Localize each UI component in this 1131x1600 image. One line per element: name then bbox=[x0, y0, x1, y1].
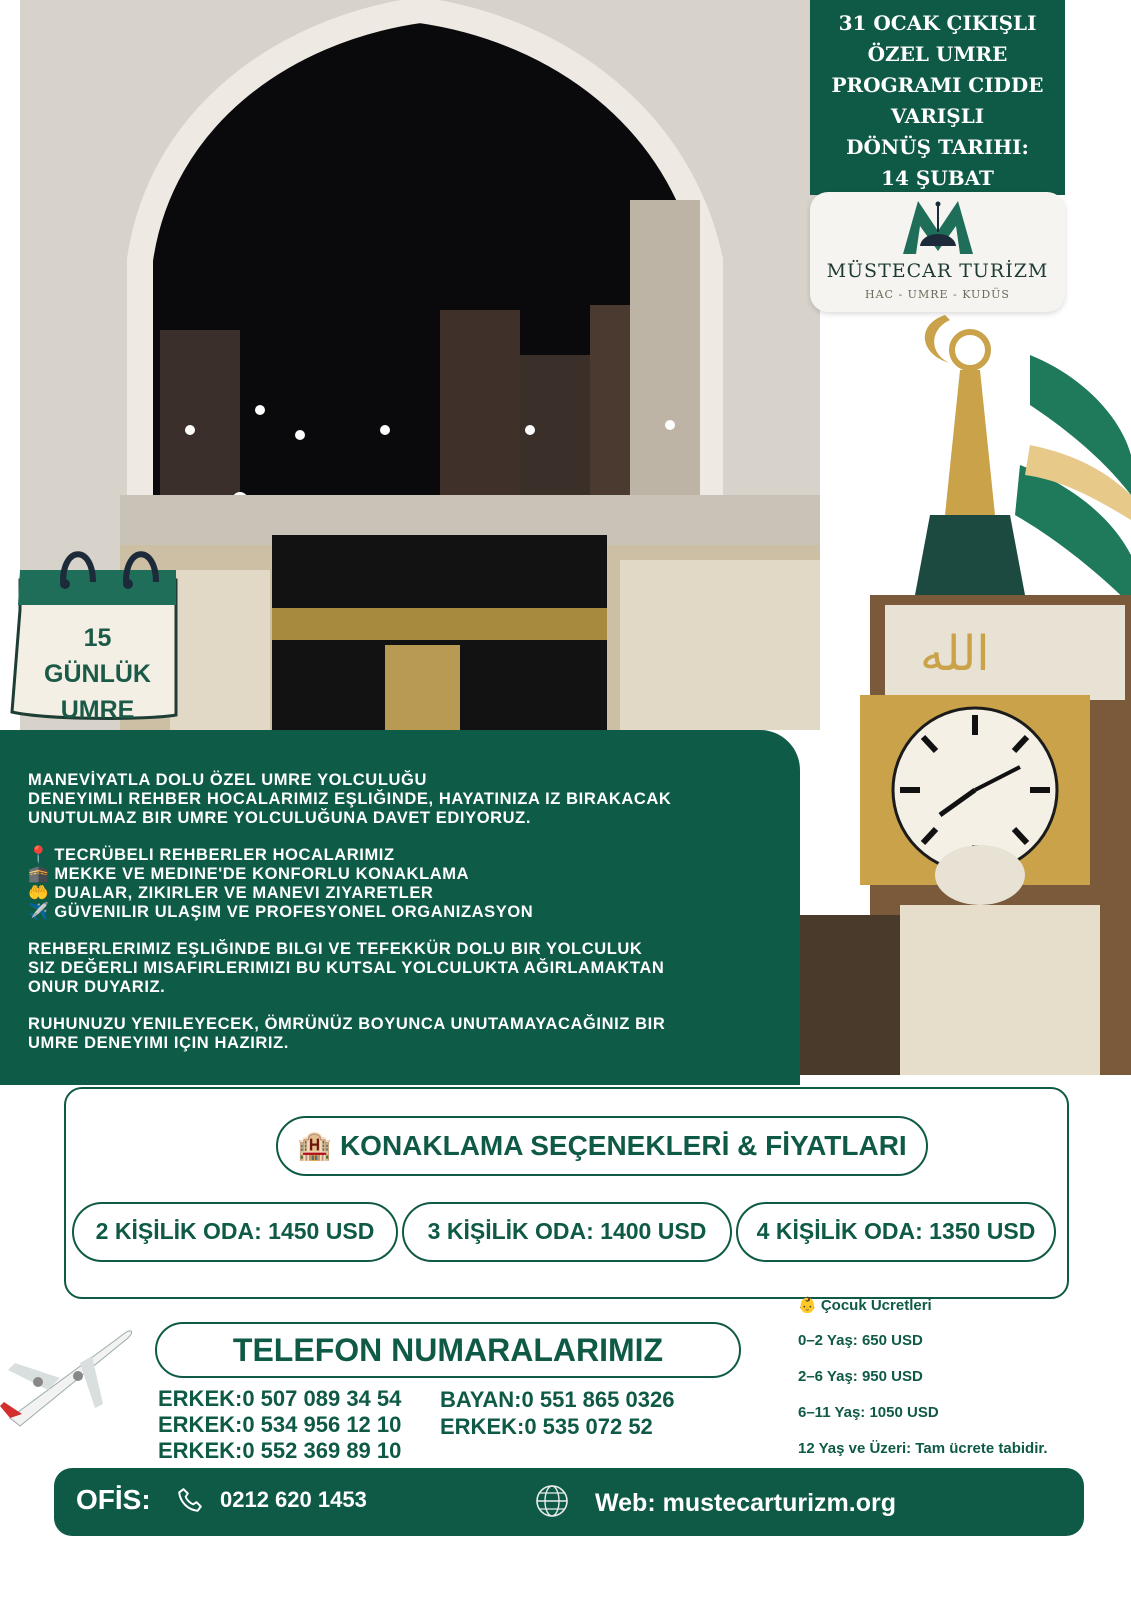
brand-name: MÜSTECAR TURİZM bbox=[826, 260, 1049, 282]
website-link[interactable]: Web: mustecarturizm.org bbox=[595, 1489, 896, 1517]
info-line: 14 ŞUBAT bbox=[881, 166, 994, 190]
calendar-day-count: 15 bbox=[83, 624, 112, 652]
feature-item: 🤲 DUALAR, ZIKIRLER VE MANEVI ZIYARETLER bbox=[28, 884, 434, 902]
guides-paragraph bbox=[28, 940, 818, 997]
globe-icon bbox=[535, 1484, 569, 1518]
intro-paragraph bbox=[28, 771, 818, 828]
phone-number[interactable]: BAYAN:0 551 865 0326 bbox=[440, 1387, 675, 1412]
intro-line: UNUTULMAZ BIR UMRE YOLCULUĞUNA DAVET EDIYORUZ. bbox=[28, 809, 532, 827]
child-price-row: 2–6 Yaş: 950 USD bbox=[798, 1368, 923, 1385]
feature-list bbox=[28, 846, 818, 922]
guides-line: ONUR DUYARIZ. bbox=[28, 978, 166, 996]
brand-tagline: HAC - UMRE - KUDÜS bbox=[865, 288, 1010, 301]
contact-footer bbox=[54, 1468, 1084, 1536]
feature-item: 📍 TECRÜBELI REHBERLER HOCALARIMIZ bbox=[28, 846, 395, 864]
closing-line: RUHUNUZU YENILEYECEK, ÖMRÜNÜZ BOYUNCA UNUTAMAYACAĞINIZ BIR bbox=[28, 1015, 666, 1033]
closing-line: UMRE DENEYIMI IÇIN HAZIRIZ. bbox=[28, 1034, 289, 1052]
room-price-2: 2 KİŞİLİK ODA: 1450 USD bbox=[72, 1202, 398, 1262]
guides-line: SIZ DEĞERLI MISAFIRLERIMIZI BU KUTSAL YOLCULUKTA AĞIRLAMAKTAN bbox=[28, 959, 665, 977]
mosque-logo-icon bbox=[898, 196, 978, 256]
info-line: VARIŞLI bbox=[890, 104, 985, 128]
calendar-text bbox=[30, 620, 165, 728]
calendar-unit: GÜNLÜK bbox=[44, 660, 151, 688]
description-text bbox=[28, 771, 818, 1071]
clock-tower-image bbox=[790, 315, 1131, 1075]
calendar-badge bbox=[8, 540, 183, 730]
pricing-title: 🏨 KONAKLAMA SEÇENEKLERİ & FİYATLARI bbox=[276, 1116, 928, 1176]
info-line: PROGRAMI CIDDE bbox=[831, 73, 1044, 97]
trip-info-box bbox=[810, 0, 1065, 195]
brand-logo-card bbox=[810, 192, 1065, 312]
info-line: DÖNÜŞ TARIHI: bbox=[846, 135, 1029, 159]
child-price-row: 12 Yaş ve Üzeri: Tam ücrete tabidir. bbox=[798, 1440, 1048, 1457]
child-prices-title: 👶 Çocuk Ücretleri bbox=[798, 1297, 932, 1314]
child-price-row: 6–11 Yaş: 1050 USD bbox=[798, 1404, 939, 1421]
calendar-label: UMRE bbox=[60, 696, 135, 724]
phone-number[interactable]: ERKEK:0 535 072 52 bbox=[440, 1414, 653, 1439]
office-label: OFİS: bbox=[76, 1484, 151, 1515]
airplane-icon bbox=[0, 1318, 135, 1428]
closing-paragraph bbox=[28, 1015, 818, 1053]
room-price-3: 3 KİŞİLİK ODA: 1400 USD bbox=[402, 1202, 732, 1262]
phones-title: TELEFON NUMARALARIMIZ bbox=[155, 1322, 741, 1378]
info-line: 31 OCAK ÇIKIŞLI bbox=[838, 11, 1037, 35]
svg-text:الله: الله bbox=[920, 626, 990, 682]
intro-line: MANEVİYATLA DOLU ÖZEL UMRE YOLCULUĞU bbox=[28, 771, 427, 789]
office-phone[interactable]: 0212 620 1453 bbox=[220, 1487, 367, 1512]
room-price-4: 4 KİŞİLİK ODA: 1350 USD bbox=[736, 1202, 1056, 1262]
child-price-row: 0–2 Yaş: 650 USD bbox=[798, 1332, 923, 1349]
phone-number[interactable]: ERKEK:0 534 956 12 10 bbox=[158, 1412, 402, 1437]
guides-line: REHBERLERIMIZ EŞLIĞINDE BILGI VE TEFEKKÜR DOLU BIR YOLCULUK bbox=[28, 940, 643, 958]
feature-item: ✈️ GÜVENILIR ULAŞIM VE PROFESYONEL ORGANIZASYON bbox=[28, 903, 534, 921]
info-line: ÖZEL UMRE bbox=[867, 42, 1008, 66]
phone-number[interactable]: ERKEK:0 552 369 89 10 bbox=[158, 1438, 402, 1463]
intro-line: DENEYIMLI REHBER HOCALARIMIZ EŞLIĞINDE, HAYATINIZA IZ BIRAKACAK bbox=[28, 790, 672, 808]
phone-icon bbox=[177, 1487, 203, 1513]
phone-number[interactable]: ERKEK:0 507 089 34 54 bbox=[158, 1386, 402, 1411]
feature-item: 🕋 MEKKE VE MEDINE'DE KONFORLU KONAKLAMA bbox=[28, 865, 470, 883]
